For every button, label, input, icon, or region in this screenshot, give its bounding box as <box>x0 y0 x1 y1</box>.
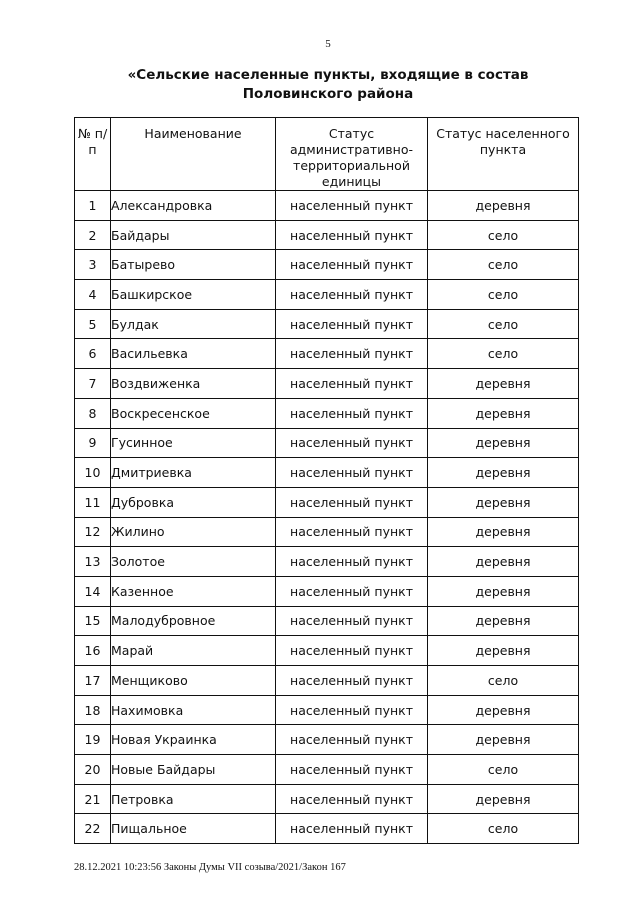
table-row <box>75 250 579 280</box>
table-header-row <box>75 118 579 191</box>
settlement-type: село <box>428 755 579 785</box>
settlement-name: Гусинное <box>111 428 276 458</box>
settlement-type: деревня <box>428 576 579 606</box>
row-number: 10 <box>75 458 111 488</box>
header-settlement-status: Статус населенного пункта <box>428 118 579 191</box>
table-row <box>75 576 579 606</box>
table-row <box>75 487 579 517</box>
admin-status: населенный пункт <box>276 666 428 696</box>
table-row <box>75 606 579 636</box>
admin-status: населенный пункт <box>276 755 428 785</box>
admin-status: населенный пункт <box>276 428 428 458</box>
admin-status: населенный пункт <box>276 517 428 547</box>
table-row <box>75 339 579 369</box>
table-row <box>75 695 579 725</box>
row-number: 19 <box>75 725 111 755</box>
row-number: 20 <box>75 755 111 785</box>
header-admin-status: Статус административно-территориальной единицы <box>276 118 428 191</box>
settlement-type: село <box>428 280 579 310</box>
settlement-name: Менщиково <box>111 666 276 696</box>
row-number: 17 <box>75 666 111 696</box>
table-row <box>75 755 579 785</box>
settlement-name: Александровка <box>111 191 276 221</box>
settlement-type: деревня <box>428 191 579 221</box>
settlement-type: деревня <box>428 517 579 547</box>
admin-status: населенный пункт <box>276 725 428 755</box>
row-number: 1 <box>75 191 111 221</box>
settlement-name: Дмитриевка <box>111 458 276 488</box>
settlement-name: Дубровка <box>111 487 276 517</box>
settlement-type: деревня <box>428 695 579 725</box>
table-row <box>75 191 579 221</box>
settlement-name: Воскресенское <box>111 398 276 428</box>
table-row <box>75 458 579 488</box>
table-row <box>75 309 579 339</box>
settlement-name: Казенное <box>111 576 276 606</box>
settlement-type: деревня <box>428 398 579 428</box>
settlement-name: Батырево <box>111 250 276 280</box>
row-number: 18 <box>75 695 111 725</box>
title-line-2: Половинского района <box>242 86 414 102</box>
settlement-name: Новые Байдары <box>111 755 276 785</box>
settlement-name: Байдары <box>111 220 276 250</box>
table-row <box>75 398 579 428</box>
settlement-name: Нахимовка <box>111 695 276 725</box>
row-number: 3 <box>75 250 111 280</box>
row-number: 7 <box>75 369 111 399</box>
admin-status: населенный пункт <box>276 280 428 310</box>
settlement-name: Булдак <box>111 309 276 339</box>
row-number: 16 <box>75 636 111 666</box>
settlement-type: деревня <box>428 369 579 399</box>
header-number: № п/п <box>75 118 111 191</box>
row-number: 15 <box>75 606 111 636</box>
document-title <box>0 66 640 104</box>
admin-status: населенный пункт <box>276 547 428 577</box>
admin-status: населенный пункт <box>276 191 428 221</box>
admin-status: населенный пункт <box>276 458 428 488</box>
row-number: 13 <box>75 547 111 577</box>
table-body <box>75 191 579 844</box>
admin-status: населенный пункт <box>276 784 428 814</box>
table-row <box>75 369 579 399</box>
admin-status: населенный пункт <box>276 398 428 428</box>
row-number: 6 <box>75 339 111 369</box>
settlement-name: Марай <box>111 636 276 666</box>
row-number: 8 <box>75 398 111 428</box>
settlements-table <box>74 117 579 844</box>
row-number: 9 <box>75 428 111 458</box>
settlement-type: деревня <box>428 725 579 755</box>
row-number: 2 <box>75 220 111 250</box>
admin-status: населенный пункт <box>276 814 428 844</box>
settlement-type: село <box>428 814 579 844</box>
admin-status: населенный пункт <box>276 220 428 250</box>
settlement-type: деревня <box>428 784 579 814</box>
row-number: 11 <box>75 487 111 517</box>
page-number: 5 <box>325 38 331 50</box>
settlement-type: село <box>428 250 579 280</box>
settlement-type: село <box>428 309 579 339</box>
settlement-type: село <box>428 220 579 250</box>
row-number: 5 <box>75 309 111 339</box>
admin-status: населенный пункт <box>276 250 428 280</box>
table-row <box>75 220 579 250</box>
admin-status: населенный пункт <box>276 339 428 369</box>
admin-status: населенный пункт <box>276 309 428 339</box>
table-row <box>75 784 579 814</box>
table-row <box>75 547 579 577</box>
settlement-type: село <box>428 339 579 369</box>
row-number: 4 <box>75 280 111 310</box>
settlement-name: Петровка <box>111 784 276 814</box>
settlement-name: Васильевка <box>111 339 276 369</box>
row-number: 22 <box>75 814 111 844</box>
settlement-type: село <box>428 666 579 696</box>
settlement-type: деревня <box>428 547 579 577</box>
table-row <box>75 428 579 458</box>
settlement-name: Новая Украинка <box>111 725 276 755</box>
settlement-name: Воздвиженка <box>111 369 276 399</box>
settlement-type: деревня <box>428 428 579 458</box>
table-row <box>75 725 579 755</box>
admin-status: населенный пункт <box>276 369 428 399</box>
table-row <box>75 636 579 666</box>
admin-status: населенный пункт <box>276 695 428 725</box>
settlement-name: Пищальное <box>111 814 276 844</box>
settlement-name: Малодубровное <box>111 606 276 636</box>
settlement-type: деревня <box>428 606 579 636</box>
settlement-type: деревня <box>428 458 579 488</box>
settlement-name: Башкирское <box>111 280 276 310</box>
settlement-name: Золотое <box>111 547 276 577</box>
row-number: 21 <box>75 784 111 814</box>
settlement-type: деревня <box>428 636 579 666</box>
settlement-name: Жилино <box>111 517 276 547</box>
admin-status: населенный пункт <box>276 576 428 606</box>
table-row <box>75 814 579 844</box>
admin-status: населенный пункт <box>276 606 428 636</box>
table-row <box>75 280 579 310</box>
admin-status: населенный пункт <box>276 487 428 517</box>
title-line-1: «Сельские населенные пункты, входящие в состав <box>127 67 529 83</box>
admin-status: населенный пункт <box>276 636 428 666</box>
settlement-type: деревня <box>428 487 579 517</box>
row-number: 12 <box>75 517 111 547</box>
footer-stamp: 28.12.2021 10:23:56 Законы Думы VII созыва/2021/Закон 167 <box>74 862 346 873</box>
table-row <box>75 666 579 696</box>
table-row <box>75 517 579 547</box>
header-name: Наименование <box>111 118 276 191</box>
row-number: 14 <box>75 576 111 606</box>
